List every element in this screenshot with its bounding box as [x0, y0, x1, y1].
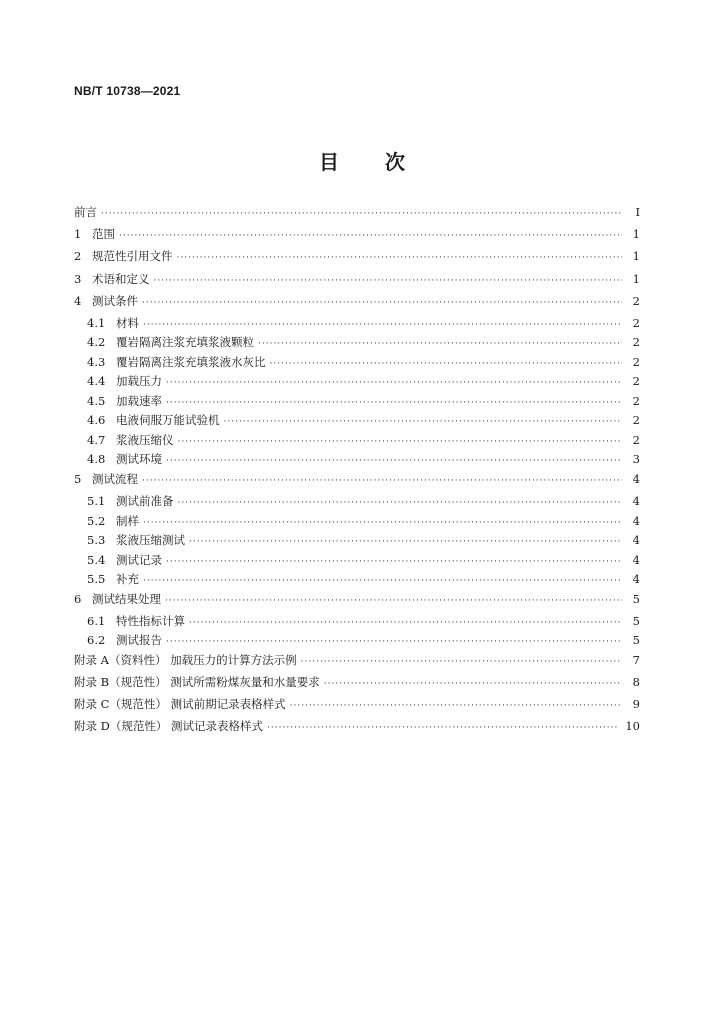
toc-entry-number: 5.3 [87, 533, 106, 548]
toc-entry-label: 附录 A（资料性） 加载压力的计算方法示例 [74, 652, 297, 667]
toc-entry-page-number: 4 [632, 494, 640, 509]
toc-entry-page-number: 2 [632, 293, 640, 308]
toc-entry[interactable] [74, 613, 640, 633]
toc-entry-page-number: 5 [632, 633, 640, 648]
toc-title-right: 次 [385, 150, 405, 174]
toc-entry-page-number: 2 [632, 432, 640, 447]
toc-entry-label: 特性指标计算 [116, 613, 185, 628]
toc-entry[interactable] [74, 226, 640, 248]
toc-dot-leader [290, 701, 622, 711]
toc-dot-leader [267, 723, 619, 733]
table-of-contents [74, 204, 640, 741]
toc-entry-label: 加载速率 [116, 393, 162, 408]
toc-dot-leader [189, 537, 622, 547]
toc-entry-label: 测试结果处理 [92, 591, 161, 606]
toc-entry-label: 覆岩隔离注浆充填浆液颗粒 [116, 335, 254, 350]
toc-entry-number: 5.1 [87, 494, 106, 509]
toc-entry-number: 4 [74, 293, 82, 308]
toc-entry-number: 5.4 [87, 552, 106, 567]
toc-dot-leader [270, 359, 623, 369]
toc-dot-leader [166, 637, 622, 647]
toc-entry-label: 测试环境 [116, 452, 162, 467]
toc-entry-number: 4.5 [87, 393, 106, 408]
toc-entry[interactable] [74, 412, 640, 432]
toc-entry-label: 电液伺服万能试验机 [116, 413, 220, 428]
toc-dot-leader [165, 596, 622, 606]
toc-entry-page-number: Ⅰ [635, 205, 640, 219]
toc-entry-page-number: 5 [632, 591, 640, 606]
toc-entry[interactable] [74, 204, 640, 226]
toc-entry[interactable] [74, 513, 640, 533]
toc-entry-label: 浆液压缩仪 [116, 432, 174, 447]
toc-title-left: 目 [319, 150, 339, 174]
toc-entry-label: 附录 C（规范性） 测试前期记录表格样式 [74, 697, 286, 712]
toc-entry-page-number: 2 [632, 354, 640, 369]
toc-dot-leader [178, 437, 623, 447]
document-code: NB/T 10738—2021 [74, 84, 181, 98]
toc-dot-leader [258, 339, 622, 349]
toc-entry-number: 4.8 [87, 452, 106, 467]
toc-entry-page-number: 1 [632, 227, 640, 242]
toc-entry[interactable] [74, 571, 640, 591]
toc-entry-number: 4.6 [87, 413, 106, 428]
toc-entry[interactable] [74, 334, 640, 354]
toc-entry-label: 测试报告 [116, 633, 162, 648]
toc-entry-page-number: 2 [632, 315, 640, 330]
toc-entry-label: 附录 B（规范性） 测试所需粉煤灰量和水量要求 [74, 675, 320, 689]
toc-entry[interactable] [74, 532, 640, 552]
toc-entry[interactable] [74, 696, 640, 718]
toc-entry[interactable] [74, 591, 640, 613]
toc-entry-page-number: 4 [632, 513, 640, 528]
toc-dot-leader [143, 320, 622, 330]
toc-entry-label: 范围 [92, 227, 115, 242]
toc-entry-page-number: 7 [632, 652, 640, 667]
toc-title [0, 146, 724, 175]
toc-entry-page-number: 2 [632, 393, 640, 408]
toc-entry-number: 4.3 [87, 354, 106, 369]
toc-entry-label: 前言 [74, 205, 97, 219]
toc-entry-number: 5.5 [87, 572, 106, 587]
toc-dot-leader [166, 557, 622, 567]
toc-entry[interactable] [74, 674, 640, 696]
toc-entry-page-number: 2 [632, 335, 640, 350]
toc-entry-label: 测试流程 [92, 471, 138, 486]
toc-dot-leader [142, 298, 622, 308]
toc-entry[interactable] [74, 718, 640, 740]
toc-entry[interactable] [74, 652, 640, 674]
toc-dot-leader [166, 378, 622, 388]
toc-dot-leader [119, 231, 622, 241]
toc-entry[interactable] [74, 354, 640, 374]
toc-entry-page-number: 10 [625, 719, 640, 734]
toc-dot-leader [224, 417, 623, 427]
toc-entry[interactable] [74, 471, 640, 493]
toc-entry-number: 2 [74, 249, 82, 264]
toc-entry-number: 4.2 [87, 335, 106, 350]
toc-entry[interactable] [74, 493, 640, 513]
toc-entry-number: 4.1 [87, 315, 106, 330]
toc-entry-label: 补充 [116, 572, 139, 587]
toc-entry-page-number: 2 [632, 374, 640, 389]
toc-entry-label: 浆液压缩测试 [116, 533, 185, 548]
toc-entry[interactable] [74, 552, 640, 572]
toc-dot-leader [189, 618, 622, 628]
toc-entry[interactable] [74, 451, 640, 471]
toc-entry[interactable] [74, 293, 640, 315]
toc-entry-label: 测试记录 [116, 552, 162, 567]
toc-dot-leader [166, 398, 622, 408]
toc-dot-leader [301, 657, 622, 667]
toc-entry-label: 规范性引用文件 [92, 249, 173, 264]
toc-entry-number: 1 [74, 227, 82, 242]
toc-entry-number: 6.2 [87, 633, 106, 648]
toc-entry-number: 3 [74, 271, 82, 286]
toc-entry-page-number: 1 [632, 249, 640, 264]
toc-dot-leader [143, 576, 622, 586]
toc-entry-page-number: 5 [632, 613, 640, 628]
toc-entry[interactable] [74, 632, 640, 652]
toc-entry-label: 覆岩隔离注浆充填浆液水灰比 [116, 354, 266, 369]
toc-entry-label: 加载压力 [116, 374, 162, 389]
toc-dot-leader [177, 253, 623, 263]
toc-entry-page-number: 8 [632, 675, 640, 689]
toc-entry[interactable] [74, 248, 640, 270]
toc-dot-leader [101, 209, 622, 219]
toc-entry[interactable] [74, 315, 640, 335]
toc-entry-number: 4.7 [87, 432, 106, 447]
toc-entry-number: 6 [74, 591, 82, 606]
toc-entry-label: 术语和定义 [92, 271, 150, 286]
toc-entry-page-number: 4 [632, 533, 640, 548]
toc-entry-page-number: 4 [632, 471, 640, 486]
toc-entry-label: 附录 D（规范性） 测试记录表格样式 [74, 719, 264, 734]
toc-dot-leader [166, 456, 622, 466]
toc-entry-page-number: 9 [632, 697, 640, 712]
toc-dot-leader [142, 476, 622, 486]
toc-entry-page-number: 4 [632, 552, 640, 567]
toc-entry-label: 制样 [116, 513, 139, 528]
toc-dot-leader [143, 518, 622, 528]
toc-entry-label: 测试条件 [92, 293, 138, 308]
toc-entry-page-number: 2 [632, 413, 640, 428]
toc-entry-number: 6.1 [87, 613, 106, 628]
toc-entry-page-number: 1 [632, 271, 640, 286]
toc-entry[interactable] [74, 271, 640, 293]
toc-entry-number: 5 [74, 471, 82, 486]
toc-entry[interactable] [74, 373, 640, 393]
toc-entry-number: 4.4 [87, 374, 106, 389]
toc-entry-page-number: 3 [632, 452, 640, 467]
toc-dot-leader [154, 276, 623, 286]
toc-entry[interactable] [74, 432, 640, 452]
toc-entry-label: 测试前准备 [116, 494, 174, 509]
toc-entry-number: 5.2 [87, 513, 106, 528]
toc-dot-leader [178, 498, 623, 508]
toc-dot-leader [324, 679, 622, 689]
toc-entry[interactable] [74, 393, 640, 413]
toc-entry-page-number: 4 [632, 572, 640, 587]
toc-entry-label: 材料 [116, 315, 139, 330]
